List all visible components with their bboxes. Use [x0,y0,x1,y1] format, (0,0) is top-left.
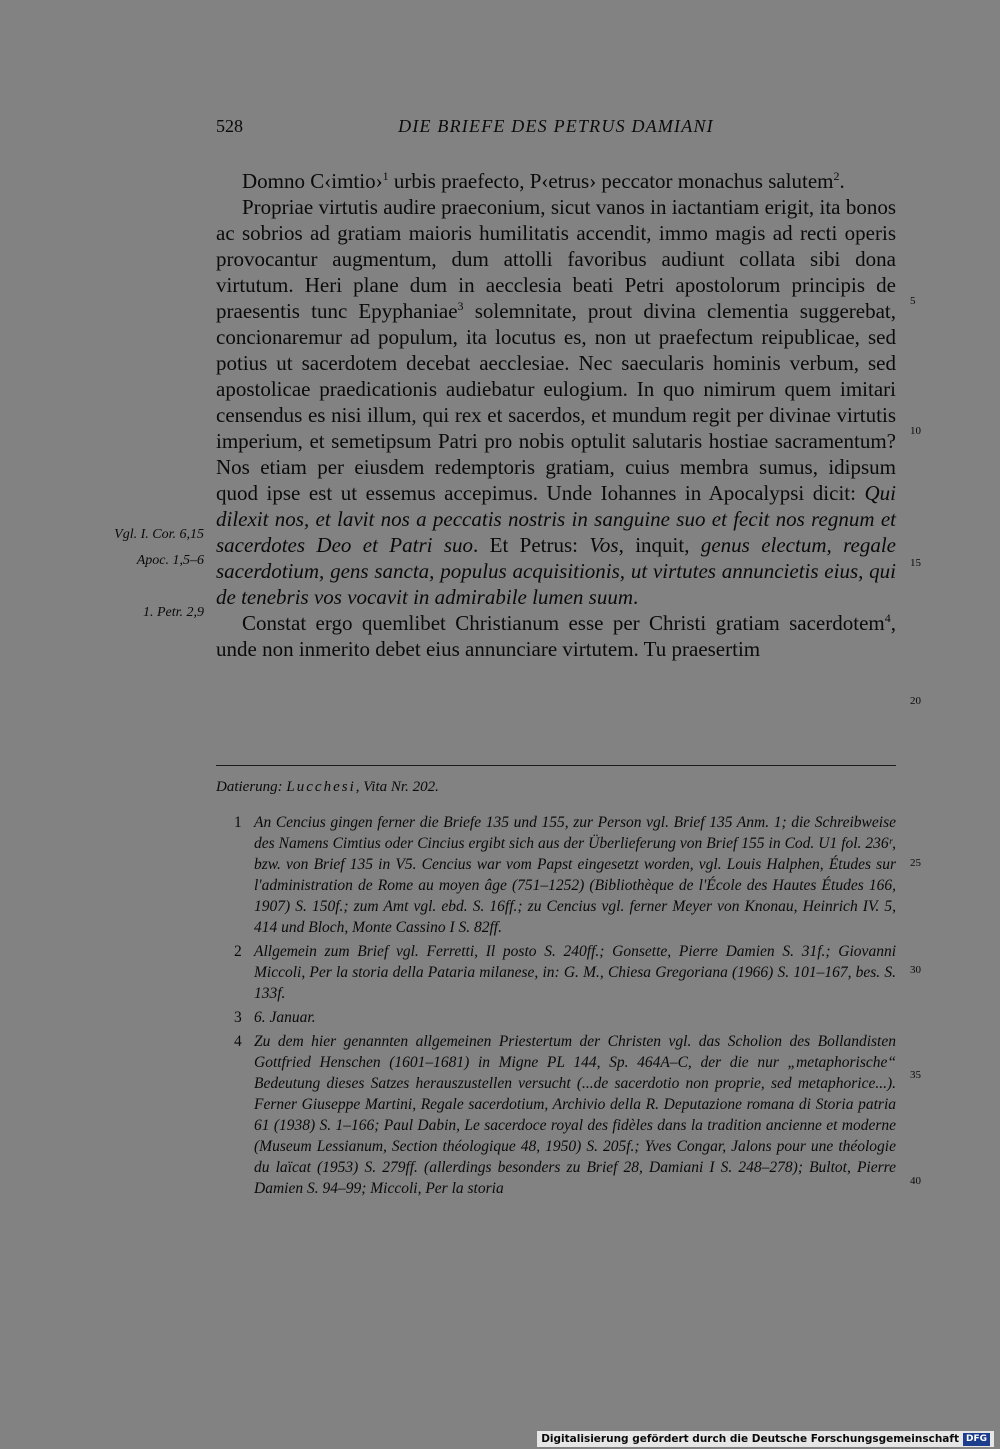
page-header [216,116,896,142]
salutation-paragraph: Domno C‹imtio›$^1$ urbis praefecto, P‹etrus› peccator monachus salutem$^2$. [242,169,845,193]
credit-text: Digitalisierung gefördert durch die Deutsche Forschungsgemeinschaft [541,1433,959,1445]
margin-ref-cor: Vgl. I. Cor. 6,15 [114,527,204,542]
main-paragraph: Propriae virtutis audire praeconium, sicut vanos in iactantiam erigit, ita bonos ac sobrios ad gratiam maioris humilitatis accendit, immo magis ad recti operis provocantur augmentum, dum attolli favoribus audiunt collata sibi dona virtutum. Heri plane dum in aecclesia beati Petri apostolorum principis de praesentis tunc Epyphaniae$^3$ solemnitate, prout divina clementia suggerebat, concionaremur ad populum, ita locutus es, non ut praefectum reipublicae, sed potius ut sacerdotem decebat aecclesiae. Nec saecularis hominis verbum, sed apostolicae praedicationis audiebatur eulogium. In quo nimirum quem imitari censendus es nisi illum, qui rex et sacerdos, et mundum regit per divinae virtutis imperium, et semetipsum Patri pro nobis optulit salutaris hostiae sacramentum? Nos etiam per eiusdem redemptoris gratiam, cuius membra sumus, idipsum quod ipse est ut essemus accepimus. Unde Iohannes in Apocalypsi dicit: Qui dilexit nos, et lavit nos a peccatis nostris in sanguine suo et fecit nos regnum et sacerdotes Deo et Patri suo. Et Petrus: Vos, inquit, genus electum, regale sacerdotium, gens sancta, populus acquisitionis, ut virtutes annuncietis eius, qui de tenebris vos vocavit in admirabile lumen suum. [216,195,896,609]
footnote-4: 4 Zu dem hier genannten allgemeinen Priestertum der Christen vgl. das Scholion des Bollandisten Gottfried Henschen (1601–1681) in Migne PL 144, Sp. 464A–C, der die nur „metaphorische“ Bedeutung dieses Satzes herauszustellen versucht (...de sacerdotio non proprie, sed metaphorice...). Ferner Giuseppe Martini, Regale sacerdotium, Archivio della R. Deputazione romana di Storia patria 61 (1938) S. 1–166; Paul Dabin, Le sacerdoce royal des fidèles dans la tradition ancienne et moderne (Museum Lessianum, Section théologique 48, 1950) S. 205f.; Yves Congar, Jalons pour une théologie du laïcat (1953) S. 279ff. (allerdings besonders zu Brief 28, Damiani I S. 248–278); Bultot, Pierre Damien S. 94–99; Miccoli, Per la storia [234,1033,896,1197]
line-number: 10 [910,425,921,437]
quote-petrus: genus electum, regale sacerdotium, gens sancta, populus acquisitionis, ut virtutes annuncietis eius, qui de tenebris vos vocavit in admirabile lumen suum [216,533,896,609]
dfg-credit-link[interactable] [537,1431,994,1447]
footnote-ref-4[interactable]: 4 [884,611,891,625]
footnote-rule [216,765,896,766]
quote-apocalypse: Qui dilexit nos, et lavit nos a peccatis nostris in sanguine suo et fecit nos regnum et sacerdotes Deo et Patri suo [216,481,896,557]
dating-line: Datierung: Lucchesi, Vita Nr. 202. [216,779,439,795]
closing-paragraph: Constat ergo quemlibet Christianum esse per Christi gratiam sacerdotem$^4$, unde non inmerito debet eius annunciare virtutem. Tu praesertim [216,611,896,661]
line-number: 35 [910,1069,921,1081]
footnote-ref-1[interactable]: 1 [382,169,389,183]
line-number: 15 [910,557,921,569]
dfg-logo: DFG [963,1433,990,1446]
line-number: 25 [910,857,921,869]
line-number: 5 [910,295,916,307]
page-number: 528 [216,116,243,136]
footnote-1: 1 An Cencius gingen ferner die Briefe 135 und 155, zur Person vgl. Brief 135 Anm. 1; die Schreibweise des Namens Cimtius oder Cincius ergibt sich aus der Überlieferung von Brief 155 in Cod. U1 fol. 236ʳ, bzw. von Brief 135 in V5. Cencius war vom Papst eingesetzt worden, vgl. Louis Halphen, Études sur l'administration de Rome au moyen âge (751–1252) (Bibliothèque de l'École des Hautes Études 166, 1907) S. 150f.; zum Amt vgl. ebd. S. 16ff.; zu Cencius vgl. ferner Meyer von Knonau, Heinrich IV. 5, 414 und Bloch, Monte Cassino I S. 82ff. [234,814,896,936]
running-title: DIE BRIEFE DES PETRUS DAMIANI [398,116,714,136]
margin-ref-petr: 1. Petr. 2,9 [142,605,204,620]
margin-ref-apoc: Apoc. 1,5–6 [136,553,204,568]
footnote-ref-3[interactable]: 3 [457,299,464,313]
line-number: 40 [910,1175,921,1187]
footnote-ref-2[interactable]: 2 [833,169,840,183]
footnote-3: 3 6. Januar. [234,1009,316,1026]
main-text [216,168,896,662]
line-number: 20 [910,695,921,707]
footnotes [234,812,896,1202]
line-number: 30 [910,964,921,976]
footnote-2: 2 Allgemein zum Brief vgl. Ferretti, Il posto S. 240ff.; Gonsette, Pierre Damien S. 31f.; Giovanni Miccoli, Per la storia della Pataria milanese, in: G. M., Chiesa Gregoriana (1966) S. 101–167, bes. S. 133f. [234,943,896,1002]
